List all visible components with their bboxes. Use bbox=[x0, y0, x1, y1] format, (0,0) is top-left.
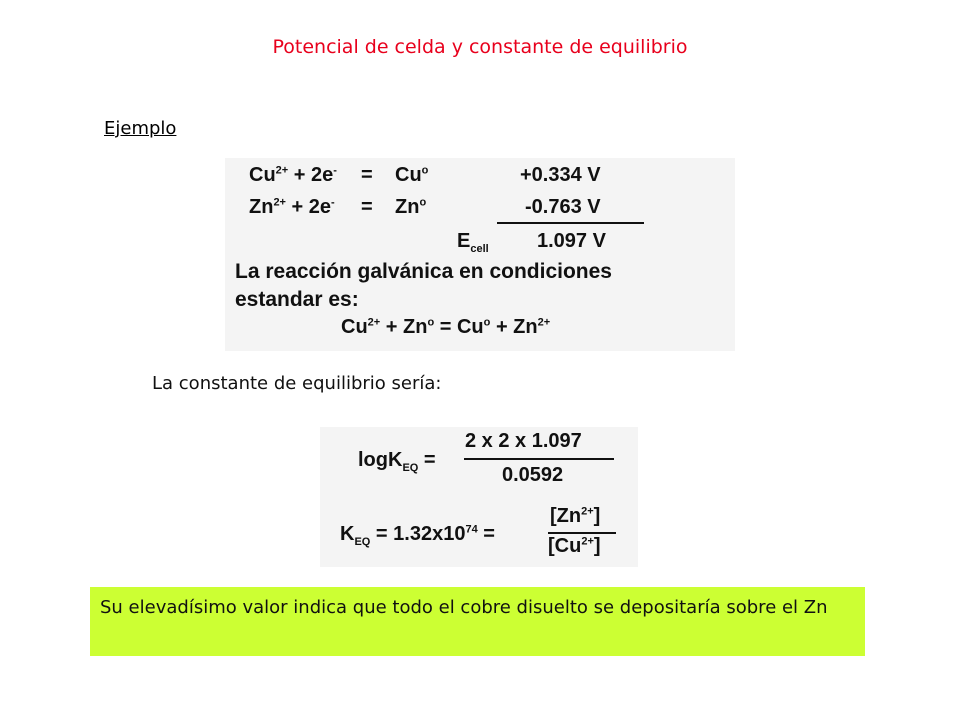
charge: 2+ bbox=[273, 196, 286, 209]
oxidation-mark: o bbox=[419, 196, 427, 209]
equals-sign: = bbox=[483, 523, 495, 545]
ecell-sub: cell bbox=[470, 243, 489, 255]
potential-zn: -0.763 V bbox=[525, 196, 601, 218]
equals-sign: = bbox=[361, 196, 373, 218]
reaction-zn bbox=[249, 196, 335, 219]
oxidation-mark: o bbox=[427, 316, 435, 329]
conclusion-text: Su elevadísimo valor indica que todo el cobre disuelto se depositaría sobre el Zn bbox=[100, 597, 828, 618]
log-k-sub: EQ bbox=[402, 462, 419, 474]
charge: 2+ bbox=[367, 316, 381, 329]
galvanic-line-2: estandar es: bbox=[235, 288, 359, 311]
ecell-label bbox=[457, 230, 489, 255]
cu-concentration bbox=[548, 535, 601, 558]
potential-cu: +0.334 V bbox=[520, 164, 601, 186]
zn-metal: + Zn bbox=[380, 316, 428, 338]
species-cu-metal: Cu bbox=[395, 164, 422, 186]
product-zn bbox=[395, 196, 426, 219]
oxidation-mark: o bbox=[483, 316, 491, 329]
equals-sign: = bbox=[423, 449, 436, 471]
slide-title: Potencial de celda y constante de equilibrio bbox=[272, 36, 688, 58]
charge: 2+ bbox=[537, 316, 551, 329]
equilibrium-formula-image bbox=[320, 427, 638, 567]
ecell-e: E bbox=[457, 230, 471, 252]
log-k-label bbox=[358, 449, 436, 474]
overall-reaction bbox=[341, 316, 550, 339]
oxidation-mark: o bbox=[421, 164, 429, 177]
cu-bracket-close: ] bbox=[593, 535, 601, 557]
half-reactions-image bbox=[225, 158, 735, 351]
log-k: logK bbox=[358, 449, 403, 471]
ecell-value: 1.097 V bbox=[537, 230, 606, 252]
k: K bbox=[340, 523, 355, 545]
galvanic-line-1: La reacción galvánica en condiciones bbox=[235, 260, 612, 283]
k-value: = 1.32x10 bbox=[375, 523, 466, 545]
constant-label: La constante de equilibrio sería: bbox=[152, 373, 442, 394]
species-cu: Cu bbox=[249, 164, 276, 186]
equals-sign: = bbox=[434, 316, 457, 338]
sum-rule bbox=[497, 222, 644, 224]
zn-concentration bbox=[550, 505, 600, 528]
zn-bracket-close: ] bbox=[593, 505, 601, 527]
species-zn-metal: Zn bbox=[395, 196, 420, 218]
equals-sign: = bbox=[361, 164, 373, 186]
fraction-numerator: 2 x 2 x 1.097 bbox=[465, 430, 582, 452]
zn-bracket: [Zn bbox=[550, 505, 582, 527]
product-cu bbox=[395, 164, 428, 187]
electron-charge: - bbox=[331, 196, 335, 209]
cu-charge: 2+ bbox=[581, 535, 594, 548]
k-exponent: 74 bbox=[465, 523, 478, 536]
example-label: Ejemplo bbox=[104, 118, 177, 139]
reaction-cu bbox=[249, 164, 337, 187]
fraction-line bbox=[464, 458, 614, 460]
k-sub: EQ bbox=[354, 536, 371, 548]
cu-bracket: [Cu bbox=[548, 535, 582, 557]
zn-charge: 2+ bbox=[581, 505, 594, 518]
charge: 2+ bbox=[275, 164, 289, 177]
fraction-denominator: 0.0592 bbox=[502, 464, 564, 486]
cu-metal: Cu bbox=[456, 316, 484, 338]
zn-ion: + Zn bbox=[490, 316, 538, 338]
cu-ion: Cu bbox=[341, 316, 368, 338]
k-eq-expression bbox=[340, 523, 495, 548]
conclusion-box bbox=[90, 587, 865, 656]
electrons: + 2e bbox=[285, 196, 332, 218]
species-zn: Zn bbox=[249, 196, 274, 218]
electrons: + 2e bbox=[288, 164, 334, 186]
electron-charge: - bbox=[333, 164, 337, 177]
ratio-line bbox=[548, 532, 616, 534]
